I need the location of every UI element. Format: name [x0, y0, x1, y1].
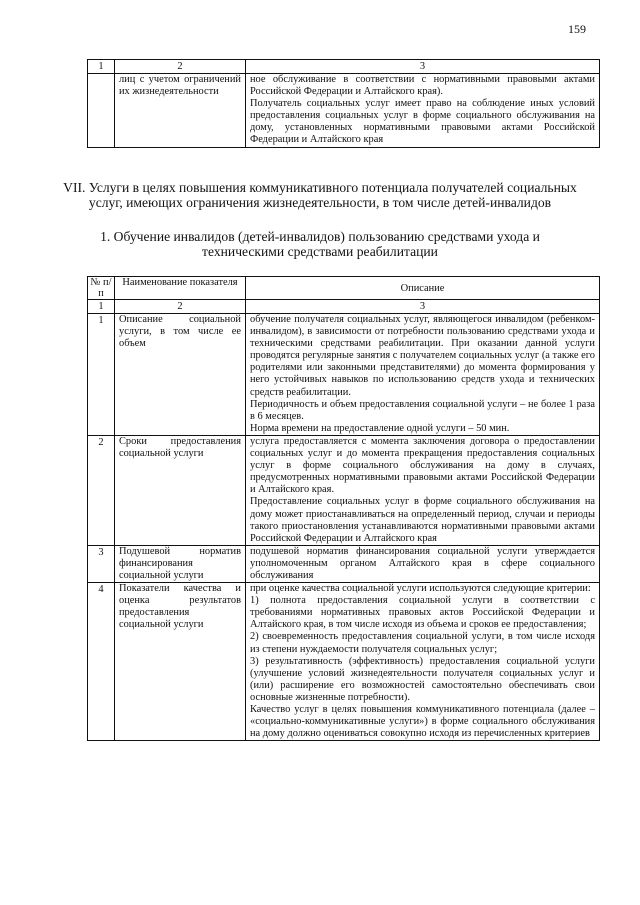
description-paragraph: 2) своевременность предоставления социальной услуги, в том числе исходя из степени нуждаемости получателя социальных услуг; — [250, 631, 595, 655]
col-number-1: 1 — [88, 300, 115, 314]
description-paragraph: Качество услуг в целях повышения коммуникативного потенциала (далее – «социально-коммуникативные услуги») в форме социального обслуживания на дому должно оцениваться совокупно исходя из перечисленных критериев — [250, 704, 595, 740]
column-number-row — [88, 60, 600, 74]
col-number-2: 2 — [115, 300, 246, 314]
table-row — [88, 583, 600, 741]
col-number-3: 3 — [246, 300, 600, 314]
page-number: 159 — [568, 22, 586, 36]
description-paragraph: услуга предоставляется с момента заключения договора о предоставлении социальных услуг и до момента прекращения предоставления социальных услуг в форме социального обслуживания на дому в случаях, предусмотренных нормативными правовыми актами Российской Федерации и Алтайского края. — [250, 435, 595, 496]
header-number: № п/п — [88, 277, 115, 300]
description-paragraph: Периодичность и объем предоставления социальной услуги – не более 1 раза в 6 месяцев. — [250, 398, 595, 422]
header-description: Описание — [246, 277, 600, 300]
subsection-title: 1. Обучение инвалидов (детей-инвалидов) пользованию средствами ухода и техническими средствами реабилитации — [100, 229, 540, 259]
indicator-name: Показатели качества и оценка результатов предоставления социальной услуги — [115, 583, 246, 741]
col-number-3: 3 — [246, 60, 600, 74]
section-title: VII. Услуги в целях повышения коммуникативного потенциала получателей социальных услуг, имеющих ограничения жизнедеятельности, в том числе детей-инвалидов — [63, 180, 577, 210]
description-paragraph: подушевой норматив финансирования социальной услуги утверждается уполномоченным органом Алтайского края в сфере социального обслуживания — [250, 545, 595, 581]
description-paragraph: ное обслуживание в соответствии с нормативными правовыми актами Российской Федерации и Алтайского края). — [250, 74, 595, 98]
description-paragraph: 1) полнота предоставления социальной услуги в соответствии с требованиями нормативных правовых актов Российской Федерации и Алтайского края, в том числе исходя из объема и сроков ее предоставления; — [250, 595, 595, 631]
continuation-table — [87, 59, 600, 148]
col-number-2: 2 — [115, 60, 246, 74]
description-paragraph: Норма времени на предоставление одной услуги – 50 мин. — [250, 422, 510, 434]
row-number: 2 — [88, 435, 115, 545]
description-paragraph: Получатель социальных услуг имеет право на соблюдение иных условий предоставления социальных услуг в форме социального обслуживания на дому, установленных нормативными правовыми актами Российской Федерации и Алтайского края — [250, 98, 595, 146]
indicator-description — [246, 74, 600, 148]
column-number-row — [88, 300, 600, 314]
table-row — [88, 314, 600, 436]
header-row — [88, 277, 600, 300]
col-number-1: 1 — [88, 60, 115, 74]
row-number: 4 — [88, 583, 115, 741]
indicator-description — [246, 435, 600, 545]
row-number: 1 — [88, 314, 115, 436]
description-paragraph: при оценке качества социальной услуги используются следующие критерии: — [250, 583, 591, 595]
table-row — [88, 545, 600, 582]
indicator-name: Подушевой норматив финансирования социальной услуги — [115, 545, 246, 582]
description-paragraph: 3) результативность (эффективность) предоставления социальной услуги (улучшение условий жизнедеятельности получателя социальных услуг и (или) расширение его возможностей самостоятельно обеспечивать свои основные жизненные потребности). — [250, 655, 595, 703]
header-name: Наименование показателя — [115, 277, 246, 300]
table-row — [88, 435, 600, 545]
service-standard-table — [87, 276, 600, 741]
indicator-description — [246, 314, 600, 436]
indicator-description — [246, 583, 600, 741]
description-paragraph: обучение получателя социальных услуг, являющегося инвалидом (ребенком-инвалидом), в зависимости от потребности пользованию средствами ухода и техническими средствами реабилитации. При оказании данной услуги проводятся регулярные занятия с получателем социальных услуг (а также его родителями или законными представителями) до момента формирования у него устойчивых навыков по использованию средств ухода и технических средств реабилитации. — [250, 314, 595, 398]
description-paragraph: Предоставление социальных услуг в форме социального обслуживания на дому может приостанавливаться на определенный период, случаи и периоды такого приостановления устанавливаются нормативными правовыми актами Российской Федерации и Алтайского края — [250, 496, 595, 544]
indicator-name: Сроки предоставления социальной услуги — [115, 435, 246, 545]
indicator-description — [246, 545, 600, 582]
indicator-name: лиц с учетом ограничений их жизнедеятельности — [115, 74, 246, 148]
indicator-name: Описание социальной услуги, в том числе ее объем — [115, 314, 246, 436]
table-row — [88, 74, 600, 148]
row-number: 3 — [88, 545, 115, 582]
